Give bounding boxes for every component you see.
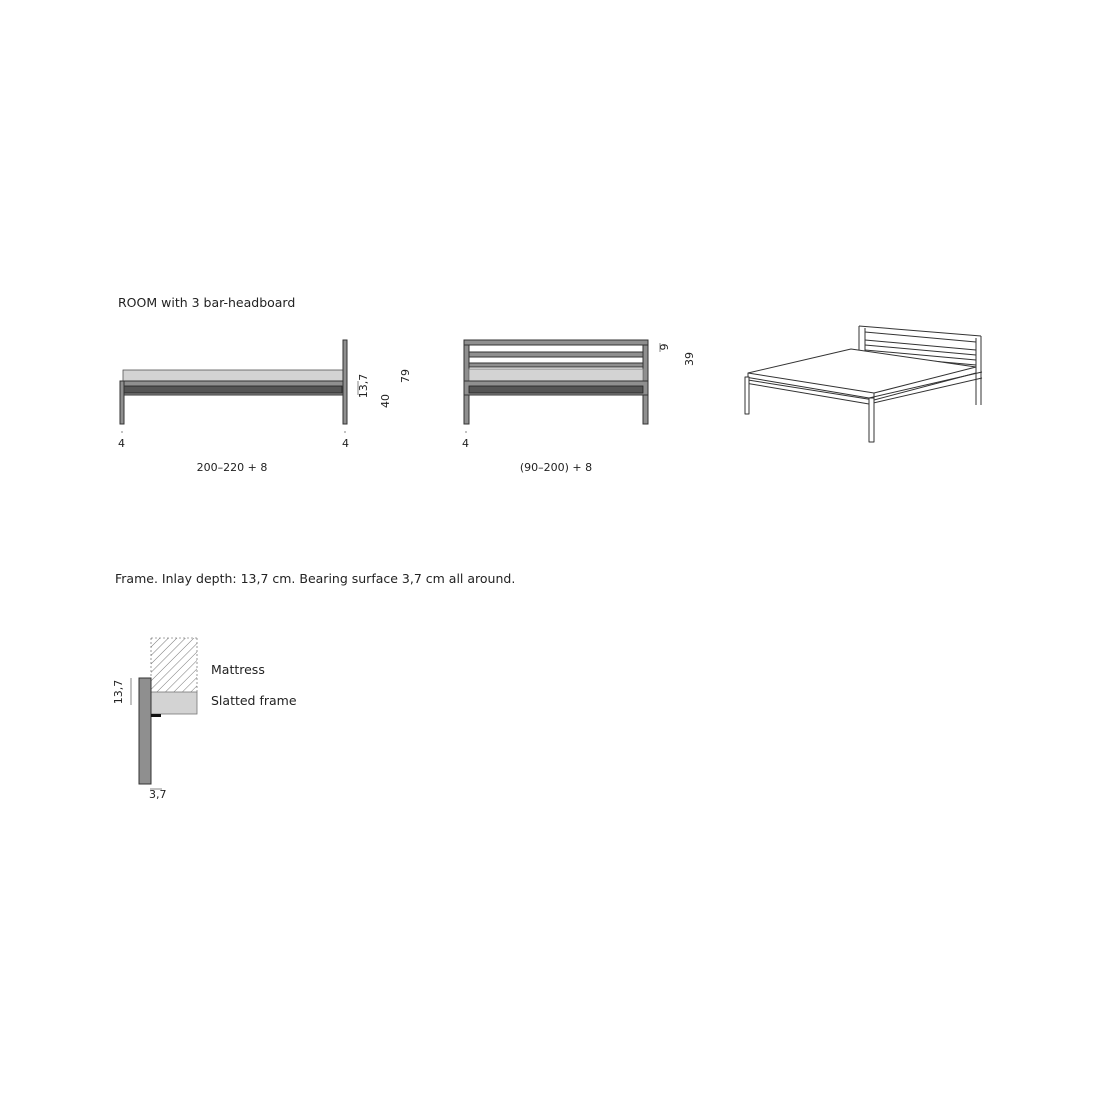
front-bar-middle [469, 352, 643, 357]
detail-depth-label: 13,7 [112, 679, 125, 705]
detail-bracket [151, 714, 161, 717]
side-mattress [123, 370, 343, 381]
front-bar-height-label: 9 [658, 343, 671, 351]
side-headpost [343, 340, 347, 424]
detail-frame-board [139, 678, 151, 784]
front-bar-lower [469, 363, 643, 367]
side-slats [124, 386, 342, 393]
side-leg-right-label: 4 [342, 437, 349, 450]
drawing-title: ROOM with 3 bar-headboard [118, 295, 296, 310]
detail-slatted-frame-label: Slatted frame [211, 693, 297, 708]
front-width-label: (90–200) + 8 [519, 461, 593, 474]
detail-mattress [151, 638, 197, 692]
side-rail-height-label: 13,7 [357, 373, 370, 399]
side-leg-foot [120, 381, 124, 424]
detail-slatted-frame [151, 692, 197, 714]
side-leg-left-label: 4 [118, 437, 125, 450]
side-length-label: 200–220 + 8 [196, 461, 268, 474]
perspective-view-drawing [745, 326, 982, 442]
side-view-drawing [120, 340, 358, 432]
front-view-drawing [464, 340, 660, 432]
front-mattress [469, 369, 643, 381]
detail-section-drawing [131, 638, 197, 789]
front-height-label: 39 [683, 352, 696, 366]
front-bar-top [464, 340, 648, 345]
front-slats [469, 386, 643, 393]
detail-mattress-label: Mattress [211, 662, 265, 677]
frame-caption: Frame. Inlay depth: 13,7 cm. Bearing surface 3,7 cm all around. [115, 571, 516, 586]
front-leg-label: 4 [462, 437, 469, 450]
detail-surface-label: 3,7 [149, 788, 167, 801]
side-total-height-label: 79 [399, 369, 412, 383]
side-seat-height-label: 40 [379, 394, 392, 408]
